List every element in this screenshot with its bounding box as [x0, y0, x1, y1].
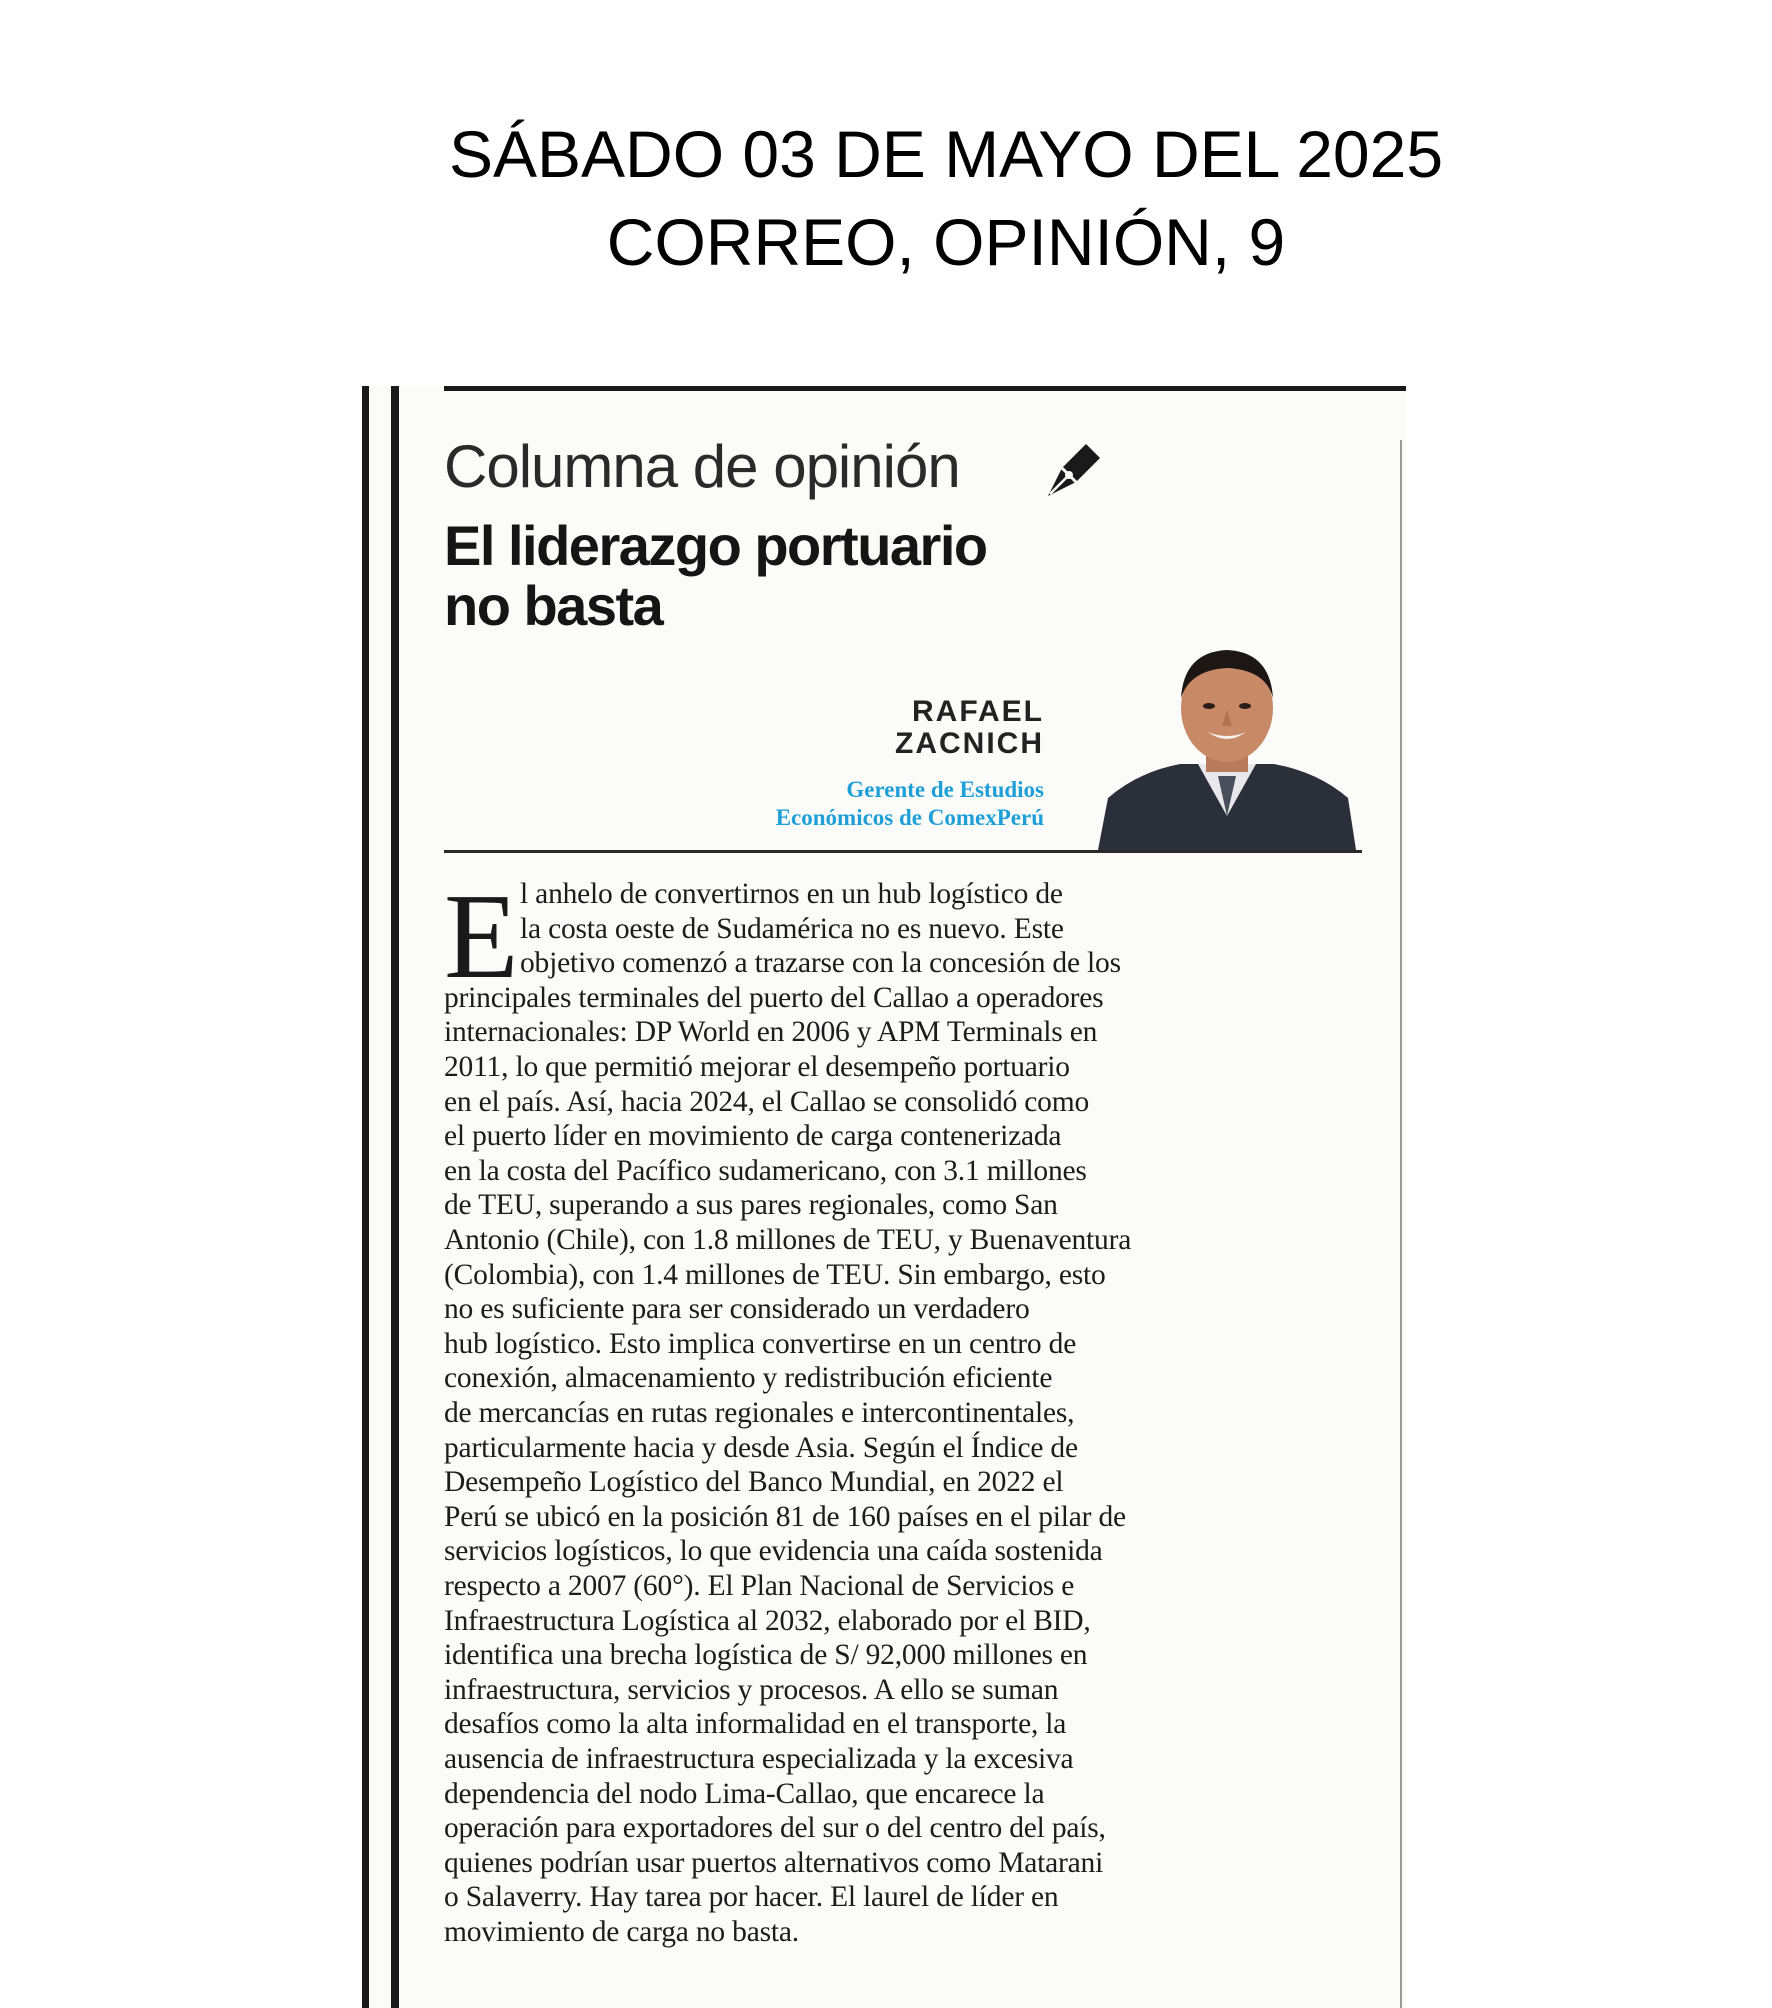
article-line: operación para exportadores del sur o del centro del país, [444, 1812, 1106, 1845]
article-line: dependencia del nodo Lima-Callao, que encarece la [444, 1777, 1045, 1810]
column-rule-right [1400, 440, 1402, 2008]
article-line: en el país. Así, hacia 2024, el Callao se consolidó como [444, 1085, 1090, 1118]
author-role [776, 776, 1044, 832]
article-line: l anhelo de convertirnos en un hub logístico de [520, 878, 1063, 910]
author-last-name: ZACNICH [895, 727, 1044, 760]
header-rule [444, 386, 1406, 391]
article-line: Desempeño Logístico del Banco Mundial, en 2022 el [444, 1466, 1064, 1499]
article-line: respecto a 2007 (60°). El Plan Nacional de Servicios e [444, 1570, 1075, 1602]
author-role-line: Económicos de ComexPerú [775, 805, 1044, 830]
author-byline [776, 696, 1044, 832]
publication-date: SÁBADO 03 DE MAYO DEL 2025 [448, 117, 1444, 191]
article-line: Infraestructura Logística al 2032, elaborado por el BID, [444, 1604, 1091, 1637]
author-role-line: Gerente de Estudios [846, 777, 1044, 802]
drop-cap: E [444, 869, 519, 1004]
article-line: internacionales: DP World en 2006 y APM Terminals en [444, 1016, 1098, 1049]
article-line: no es suficiente para ser considerado un verdadero [444, 1293, 1030, 1326]
article-line: movimiento de carga no basta. [444, 1916, 799, 1948]
article-line: objetivo comenzó a trazarse con la concesión de los [520, 947, 1121, 980]
article-line: particularmente hacia y desde Asia. Según el Índice de [444, 1431, 1078, 1464]
author-portrait [1098, 640, 1356, 850]
article-line: infraestructura, servicios y procesos. A ello se suman [444, 1673, 1059, 1706]
masthead [60, 110, 1772, 286]
article-line: de mercancías en rutas regionales e intercontinentales, [444, 1397, 1075, 1429]
article-line: de TEU, superando a sus pares regionales, como San [444, 1189, 1058, 1222]
article-line: en la costa del Pacífico sudamericano, con 3.1 millones [444, 1154, 1087, 1187]
headline-line: no basta [444, 574, 663, 637]
headline [444, 516, 987, 636]
article-line: conexión, almacenamiento y redistribución eficiente [444, 1362, 1053, 1395]
article-line: identifica una brecha logística de S/ 92,000 millones en [444, 1639, 1088, 1672]
article-line: Perú se ubicó en la posición 81 de 160 países en el pilar de [444, 1500, 1126, 1533]
article-line: principales terminales del puerto del Callao a operadores [444, 981, 1104, 1014]
article-line: la costa oeste de Sudamérica no es nuevo. Este [520, 912, 1064, 945]
article-line: el puerto líder en movimiento de carga contenerizada [444, 1120, 1062, 1153]
article-line: quienes podrían usar puertos alternativos como Matarani [444, 1846, 1104, 1879]
article-line: (Colombia), con 1.4 millones de TEU. Sin embargo, esto [444, 1258, 1106, 1291]
article-line: ausencia de infraestructura especializada y la excesiva [444, 1743, 1074, 1775]
article-line: Antonio (Chile), con 1.8 millones de TEU, y Buenaventura [444, 1224, 1132, 1256]
column-rule-outer [362, 386, 369, 2008]
section-label: Columna de opinión [444, 433, 960, 500]
column-rule-inner [391, 386, 399, 2008]
headline-line: El liderazgo portuario [444, 514, 987, 577]
publication-source: CORREO, OPINIÓN, 9 [606, 205, 1286, 279]
byline-rule [444, 850, 1362, 853]
article-line: desafíos como la alta informalidad en el transporte, la [444, 1708, 1067, 1741]
article-line: 2011, lo que permitió mejorar el desempeño portuario [444, 1051, 1070, 1083]
article-line: o Salaverry. Hay tarea por hacer. El laurel de líder en [444, 1881, 1059, 1914]
article-line: servicios logísticos, lo que evidencia una caída sostenida [444, 1535, 1103, 1568]
pen-nib-icon [1042, 438, 1106, 502]
article-line: hub logístico. Esto implica convertirse en un centro de [444, 1327, 1077, 1360]
author-first-name: RAFAEL [912, 695, 1044, 728]
